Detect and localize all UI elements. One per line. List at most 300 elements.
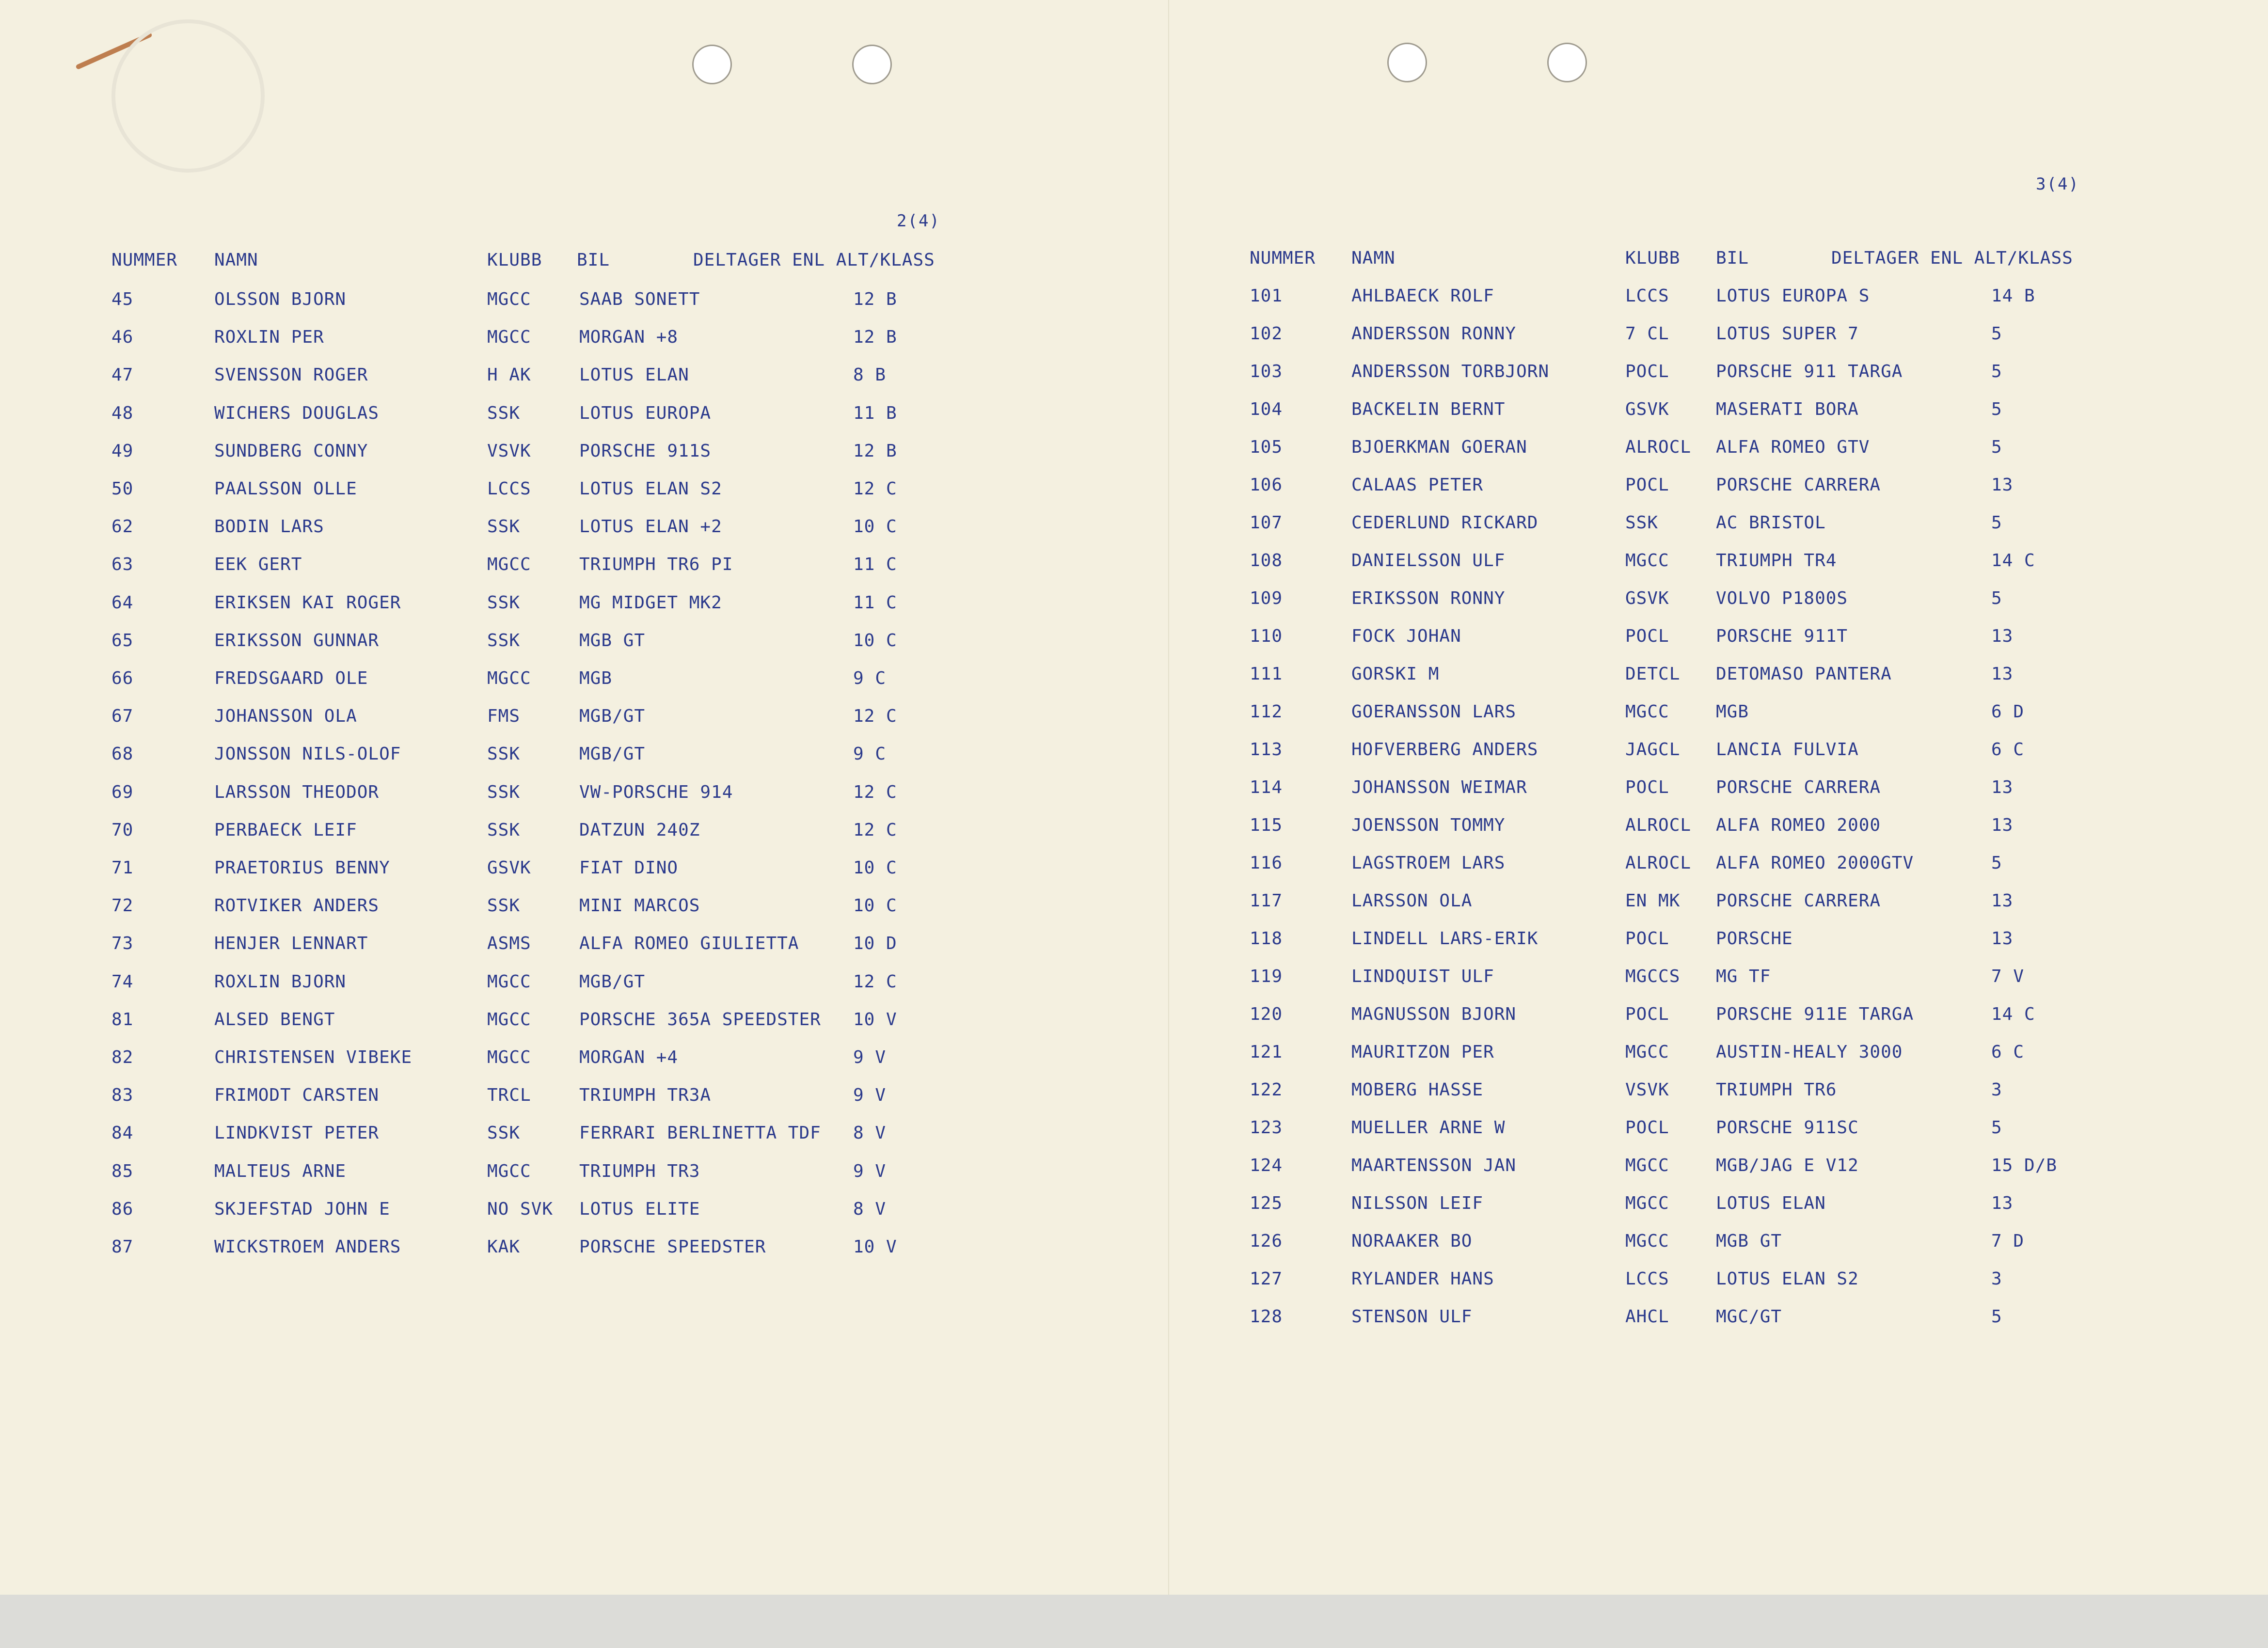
entry-club: SSK <box>487 403 521 423</box>
entry-number: 64 <box>111 592 134 613</box>
entry-number: 72 <box>111 896 134 916</box>
table-row <box>1250 361 2171 383</box>
table-row <box>111 1236 1032 1258</box>
entry-club: JAGCL <box>1625 740 1681 760</box>
table-row <box>111 857 1032 879</box>
entry-name: JOHANSSON OLA <box>214 706 357 727</box>
entry-class: 10 C <box>853 858 897 878</box>
entry-car: MGB GT <box>1716 1231 1782 1251</box>
header-nummer: NUMMER <box>111 250 178 270</box>
entry-number: 71 <box>111 858 134 878</box>
entry-name: BJOERKMAN GOERAN <box>1351 437 1527 457</box>
entry-club: POCL <box>1625 929 1669 949</box>
entry-club: SSK <box>487 630 521 650</box>
table-row <box>1250 1192 2171 1215</box>
entry-car: LOTUS ELAN <box>579 365 689 385</box>
entry-club: LCCS <box>1625 1269 1669 1289</box>
table-row <box>1250 852 2171 874</box>
entry-class: 12 B <box>853 289 897 309</box>
entry-name: MOBERG HASSE <box>1351 1080 1484 1100</box>
entry-name: ALSED BENGT <box>214 1009 335 1030</box>
entry-name: ROTVIKER ANDERS <box>214 896 380 916</box>
entry-class: 9 V <box>853 1085 887 1106</box>
table-row <box>111 819 1032 841</box>
entry-number: 107 <box>1250 513 1283 533</box>
entry-name: ANDERSSON TORBJORN <box>1351 362 1550 381</box>
entry-name: MAGNUSSON BJORN <box>1351 1004 1517 1024</box>
entry-club: H AK <box>487 365 531 385</box>
entry-number: 122 <box>1250 1080 1283 1100</box>
table-row <box>1250 928 2171 950</box>
entry-number: 119 <box>1250 967 1283 986</box>
entry-car: SAAB SONETT <box>579 289 700 309</box>
entry-class: 9 C <box>853 744 887 764</box>
entry-class: 10 V <box>853 1009 897 1030</box>
entry-class: 12 B <box>853 441 897 461</box>
entry-club: AHCL <box>1625 1307 1669 1327</box>
entry-name: HOFVERBERG ANDERS <box>1351 740 1538 760</box>
entry-name: PRAETORIUS BENNY <box>214 858 390 878</box>
entry-number: 113 <box>1250 740 1283 760</box>
entry-class: 9 V <box>853 1161 887 1181</box>
entry-name: BODIN LARS <box>214 517 324 537</box>
entry-number: 46 <box>111 327 134 348</box>
entry-class: 5 <box>1991 1307 2002 1327</box>
entry-number: 117 <box>1250 891 1283 911</box>
entry-club: SSK <box>487 1123 521 1143</box>
entry-number: 86 <box>111 1199 134 1219</box>
table-row <box>1250 663 2171 685</box>
entry-name: CALAAS PETER <box>1351 475 1484 495</box>
page-2 <box>111 0 1032 1595</box>
entry-class: 5 <box>1991 1118 2002 1138</box>
entry-club: POCL <box>1625 1004 1669 1024</box>
table-row <box>1250 512 2171 534</box>
entry-class: 13 <box>1991 891 2014 911</box>
entry-car: MASERATI BORA <box>1716 399 1859 419</box>
entry-number: 69 <box>111 782 134 802</box>
table-row <box>111 1160 1032 1183</box>
entry-number: 70 <box>111 820 134 840</box>
entry-class: 13 <box>1991 1193 2014 1213</box>
entry-name: WICKSTROEM ANDERS <box>214 1237 401 1257</box>
entry-number: 68 <box>111 744 134 764</box>
entry-number: 82 <box>111 1047 134 1067</box>
entry-club: SSK <box>487 896 521 916</box>
entry-car: MORGAN +4 <box>579 1047 679 1067</box>
entry-car: MG MIDGET MK2 <box>579 592 722 613</box>
entry-number: 45 <box>111 289 134 309</box>
entry-class: 12 C <box>853 820 897 840</box>
entry-car: TRIUMPH TR3A <box>579 1085 712 1106</box>
entry-number: 114 <box>1250 777 1283 797</box>
entry-number: 115 <box>1250 815 1283 835</box>
entry-class: 5 <box>1991 399 2002 419</box>
entry-club: POCL <box>1625 475 1669 495</box>
table-row <box>111 1198 1032 1220</box>
entry-car: PORSCHE 911SC <box>1716 1118 1859 1138</box>
entry-car: ALFA ROMEO 2000GTV <box>1716 853 1914 873</box>
entry-car: MGB/JAG E V12 <box>1716 1156 1859 1175</box>
table-row <box>111 440 1032 462</box>
entry-name: MAARTENSSON JAN <box>1351 1156 1517 1175</box>
entry-name: PAALSSON OLLE <box>214 479 357 499</box>
entry-class: 11 C <box>853 555 897 575</box>
header-bil: BIL <box>577 250 610 270</box>
entry-club: LCCS <box>1625 286 1669 306</box>
entry-name: LARSSON THEODOR <box>214 782 380 802</box>
entry-number: 104 <box>1250 399 1283 419</box>
entry-club: GSVK <box>1625 588 1669 608</box>
entry-car: MGB/GT <box>579 971 646 992</box>
table-header <box>1250 247 2171 269</box>
entry-car: MGB <box>1716 702 1749 722</box>
entry-name: PERBAECK LEIF <box>214 820 357 840</box>
entry-class: 6 D <box>1991 702 2025 722</box>
entry-class: 3 <box>1991 1269 2002 1289</box>
entry-club: ALROCL <box>1625 853 1692 873</box>
entry-club: LCCS <box>487 479 531 499</box>
entry-name: ROXLIN PER <box>214 327 324 348</box>
page-number: 2(4) <box>897 211 940 231</box>
table-row <box>1250 1230 2171 1252</box>
entry-class: 7 V <box>1991 967 2025 986</box>
entry-number: 109 <box>1250 588 1283 608</box>
entry-car: MORGAN +8 <box>579 327 679 348</box>
entry-name: JOENSSON TOMMY <box>1351 815 1506 835</box>
entry-car: TRIUMPH TR3 <box>579 1161 700 1181</box>
entry-car: MGB/GT <box>579 744 646 764</box>
entry-car: DETOMASO PANTERA <box>1716 664 1892 684</box>
entry-name: LINDKVIST PETER <box>214 1123 380 1143</box>
table-row <box>1250 1268 2171 1290</box>
entry-car: MINI MARCOS <box>579 896 700 916</box>
table-header <box>111 249 1032 271</box>
table-row <box>111 1009 1032 1031</box>
entry-name: ANDERSSON RONNY <box>1351 324 1517 344</box>
entry-number: 105 <box>1250 437 1283 457</box>
entry-car: TRIUMPH TR6 PI <box>579 555 733 575</box>
entry-class: 13 <box>1991 777 2014 797</box>
entry-club: GSVK <box>487 858 531 878</box>
entry-number: 67 <box>111 706 134 727</box>
entry-class: 11 C <box>853 592 897 613</box>
entry-car: LOTUS ELAN +2 <box>579 517 722 537</box>
table-row <box>111 516 1032 538</box>
entry-club: FMS <box>487 706 521 727</box>
entry-car: FIAT DINO <box>579 858 679 878</box>
center-fold <box>1168 0 1169 1595</box>
entry-name: LARSSON OLA <box>1351 891 1473 911</box>
entry-number: 110 <box>1250 626 1283 646</box>
entry-name: GOERANSSON LARS <box>1351 702 1517 722</box>
table-row <box>1250 1003 2171 1026</box>
entry-club: GSVK <box>1625 399 1669 419</box>
entry-number: 102 <box>1250 324 1283 344</box>
table-row <box>1250 776 2171 799</box>
entry-car: PORSCHE 365A SPEEDSTER <box>579 1009 821 1030</box>
entry-car: PORSCHE <box>1716 929 1793 949</box>
entry-car: PORSCHE 911S <box>579 441 712 461</box>
entry-club: MGCC <box>1625 702 1669 722</box>
table-row <box>1250 436 2171 459</box>
entry-club: MGCC <box>487 668 531 688</box>
entry-club: MGCC <box>1625 1193 1669 1213</box>
table-row <box>111 630 1032 652</box>
table-row <box>1250 739 2171 761</box>
entry-number: 118 <box>1250 929 1283 949</box>
entry-number: 121 <box>1250 1042 1283 1062</box>
entry-number: 47 <box>111 365 134 385</box>
entry-class: 8 V <box>853 1123 887 1143</box>
entry-class: 5 <box>1991 437 2002 457</box>
entry-car: LOTUS EUROPA <box>579 403 712 423</box>
entry-club: VSVK <box>1625 1080 1669 1100</box>
entry-number: 50 <box>111 479 134 499</box>
entry-car: VOLVO P1800S <box>1716 588 1848 608</box>
entry-number: 126 <box>1250 1231 1283 1251</box>
entry-number: 65 <box>111 630 134 650</box>
entry-name: MALTEUS ARNE <box>214 1161 347 1181</box>
entry-car: LOTUS ELAN S2 <box>1716 1269 1859 1289</box>
table-row <box>1250 625 2171 648</box>
entry-class: 6 C <box>1991 1042 2025 1062</box>
entry-class: 11 B <box>853 403 897 423</box>
entry-club: EN MK <box>1625 891 1681 911</box>
entry-club: MGCC <box>487 1047 531 1067</box>
entry-number: 63 <box>111 555 134 575</box>
table-row <box>1250 701 2171 723</box>
entry-number: 74 <box>111 971 134 992</box>
entry-name: RYLANDER HANS <box>1351 1269 1494 1289</box>
entry-number: 49 <box>111 441 134 461</box>
entry-class: 3 <box>1991 1080 2002 1100</box>
table-row <box>1250 285 2171 307</box>
entry-car: ALFA ROMEO GTV <box>1716 437 1870 457</box>
entry-club: POCL <box>1625 362 1669 381</box>
entry-name: BACKELIN BERNT <box>1351 399 1506 419</box>
entry-club: SSK <box>487 517 521 537</box>
entry-class: 14 C <box>1991 551 2035 570</box>
table-row <box>111 554 1032 576</box>
entry-class: 10 C <box>853 517 897 537</box>
entry-name: ERIKSSON GUNNAR <box>214 630 380 650</box>
entry-car: ALFA ROMEO 2000 <box>1716 815 1881 835</box>
entry-car: DATZUN 240Z <box>579 820 700 840</box>
entry-car: LOTUS ELITE <box>579 1199 700 1219</box>
entry-number: 127 <box>1250 1269 1283 1289</box>
entry-name: LINDQUIST ULF <box>1351 967 1494 986</box>
entry-number: 111 <box>1250 664 1283 684</box>
entry-name: JONSSON NILS-OLOF <box>214 744 401 764</box>
entry-class: 13 <box>1991 475 2014 495</box>
table-row <box>111 478 1032 500</box>
entry-name: NORAAKER BO <box>1351 1231 1473 1251</box>
entry-name: SKJEFSTAD JOHN E <box>214 1199 390 1219</box>
entry-class: 9 C <box>853 668 887 688</box>
entry-name: LINDELL LARS-ERIK <box>1351 929 1538 949</box>
entry-club: SSK <box>487 592 521 613</box>
entry-club: ALROCL <box>1625 437 1692 457</box>
table-row <box>1250 550 2171 572</box>
entry-number: 106 <box>1250 475 1283 495</box>
entry-class: 8 V <box>853 1199 887 1219</box>
entry-class: 8 B <box>853 365 887 385</box>
entry-name: EEK GERT <box>214 555 302 575</box>
entry-car: FERRARI BERLINETTA TDF <box>579 1123 821 1143</box>
entry-club: 7 CL <box>1625 324 1669 344</box>
entry-car: PORSCHE 911E TARGA <box>1716 1004 1914 1024</box>
entry-name: NILSSON LEIF <box>1351 1193 1484 1213</box>
table-row <box>1250 814 2171 837</box>
entry-name: CHRISTENSEN VIBEKE <box>214 1047 412 1067</box>
table-row <box>111 933 1032 955</box>
entry-car: LOTUS EUROPA S <box>1716 286 1870 306</box>
entry-car: MGB <box>579 668 613 688</box>
table-row <box>111 1084 1032 1107</box>
entry-club: SSK <box>487 744 521 764</box>
entry-number: 83 <box>111 1085 134 1106</box>
entry-number: 84 <box>111 1123 134 1143</box>
entry-car: PORSCHE CARRERA <box>1716 777 1881 797</box>
entry-car: LOTUS SUPER 7 <box>1716 324 1859 344</box>
entry-number: 125 <box>1250 1193 1283 1213</box>
entry-name: ERIKSEN KAI ROGER <box>214 592 401 613</box>
entry-car: LANCIA FULVIA <box>1716 740 1859 760</box>
entry-club: ASMS <box>487 934 531 954</box>
entry-number: 48 <box>111 403 134 423</box>
entry-number: 120 <box>1250 1004 1283 1024</box>
entry-number: 73 <box>111 934 134 954</box>
entry-club: MGCC <box>487 289 531 309</box>
entry-club: MGCC <box>487 555 531 575</box>
entry-number: 123 <box>1250 1118 1283 1138</box>
table-row <box>111 1046 1032 1069</box>
entry-club: POCL <box>1625 777 1669 797</box>
entry-car: ALFA ROMEO GIULIETTA <box>579 934 799 954</box>
entry-club: ALROCL <box>1625 815 1692 835</box>
entry-class: 12 B <box>853 327 897 348</box>
table-row <box>111 781 1032 804</box>
entry-club: MGCCS <box>1625 967 1681 986</box>
entry-name: AHLBAECK ROLF <box>1351 286 1494 306</box>
entry-club: MGCC <box>1625 1042 1669 1062</box>
entry-class: 14 B <box>1991 286 2035 306</box>
table-row <box>1250 890 2171 912</box>
header-klubb: KLUBB <box>487 250 542 270</box>
entry-name: OLSSON BJORN <box>214 289 347 309</box>
header-deltager: DELTAGER ENL ALT/KLASS <box>1831 248 2073 268</box>
entry-class: 12 C <box>853 971 897 992</box>
page-3 <box>1250 0 2171 1595</box>
entry-car: LOTUS ELAN S2 <box>579 479 722 499</box>
table-row <box>1250 474 2171 496</box>
entry-club: DETCL <box>1625 664 1681 684</box>
entry-name: JOHANSSON WEIMAR <box>1351 777 1527 797</box>
entry-club: VSVK <box>487 441 531 461</box>
entry-name: MUELLER ARNE W <box>1351 1118 1506 1138</box>
entry-class: 10 C <box>853 896 897 916</box>
entry-name: GORSKI M <box>1351 664 1440 684</box>
table-row <box>111 1122 1032 1144</box>
header-bil: BIL <box>1716 248 1749 268</box>
entry-club: SSK <box>1625 513 1659 533</box>
table-row <box>111 592 1032 614</box>
table-row <box>1250 587 2171 610</box>
entry-club: NO SVK <box>487 1199 554 1219</box>
entry-number: 87 <box>111 1237 134 1257</box>
entry-class: 12 C <box>853 782 897 802</box>
entry-class: 5 <box>1991 362 2002 381</box>
entry-class: 5 <box>1991 324 2002 344</box>
entry-class: 12 C <box>853 706 897 727</box>
page-number: 3(4) <box>2036 174 2079 194</box>
table-row <box>111 971 1032 993</box>
entry-name: STENSON ULF <box>1351 1307 1473 1327</box>
entry-name: ERIKSSON RONNY <box>1351 588 1506 608</box>
entry-club: MGCC <box>1625 1231 1669 1251</box>
entry-club: MGCC <box>487 1161 531 1181</box>
entry-number: 128 <box>1250 1307 1283 1327</box>
table-row <box>111 402 1032 425</box>
entry-class: 14 C <box>1991 1004 2035 1024</box>
entry-number: 62 <box>111 517 134 537</box>
entry-name: FREDSGAARD OLE <box>214 668 368 688</box>
entry-car: MGB GT <box>579 630 646 650</box>
entry-name: WICHERS DOUGLAS <box>214 403 380 423</box>
entry-name: SUNDBERG CONNY <box>214 441 368 461</box>
table-row <box>111 705 1032 728</box>
entry-class: 10 C <box>853 630 897 650</box>
entry-class: 15 D/B <box>1991 1156 2058 1175</box>
entry-class: 5 <box>1991 588 2002 608</box>
entry-class: 13 <box>1991 815 2014 835</box>
entry-car: AUSTIN-HEALY 3000 <box>1716 1042 1903 1062</box>
entry-class: 13 <box>1991 626 2014 646</box>
entry-class: 7 D <box>1991 1231 2025 1251</box>
entry-number: 101 <box>1250 286 1283 306</box>
entry-class: 6 C <box>1991 740 2025 760</box>
entry-car: PORSCHE CARRERA <box>1716 891 1881 911</box>
entry-name: CEDERLUND RICKARD <box>1351 513 1538 533</box>
entry-name: FRIMODT CARSTEN <box>214 1085 380 1106</box>
header-deltager: DELTAGER ENL ALT/KLASS <box>693 250 935 270</box>
entry-class: 5 <box>1991 853 2002 873</box>
table-row <box>1250 398 2171 421</box>
entry-car: MGC/GT <box>1716 1307 1782 1327</box>
entry-number: 85 <box>111 1161 134 1181</box>
table-row <box>111 895 1032 917</box>
entry-class: 10 D <box>853 934 897 954</box>
table-row <box>1250 1117 2171 1139</box>
header-nummer: NUMMER <box>1250 248 1316 268</box>
table-row <box>1250 1079 2171 1101</box>
table-row <box>1250 323 2171 345</box>
table-row <box>111 288 1032 311</box>
header-klubb: KLUBB <box>1625 248 1681 268</box>
table-row <box>111 326 1032 349</box>
table-row <box>1250 966 2171 988</box>
entry-car: MGB/GT <box>579 706 646 727</box>
entry-number: 116 <box>1250 853 1283 873</box>
entry-name: FOCK JOHAN <box>1351 626 1461 646</box>
entry-club: POCL <box>1625 1118 1669 1138</box>
entry-class: 5 <box>1991 513 2002 533</box>
entry-number: 81 <box>111 1009 134 1030</box>
entry-car: PORSCHE SPEEDSTER <box>579 1237 766 1257</box>
entry-car: PORSCHE 911T <box>1716 626 1848 646</box>
entry-club: MGCC <box>1625 551 1669 570</box>
